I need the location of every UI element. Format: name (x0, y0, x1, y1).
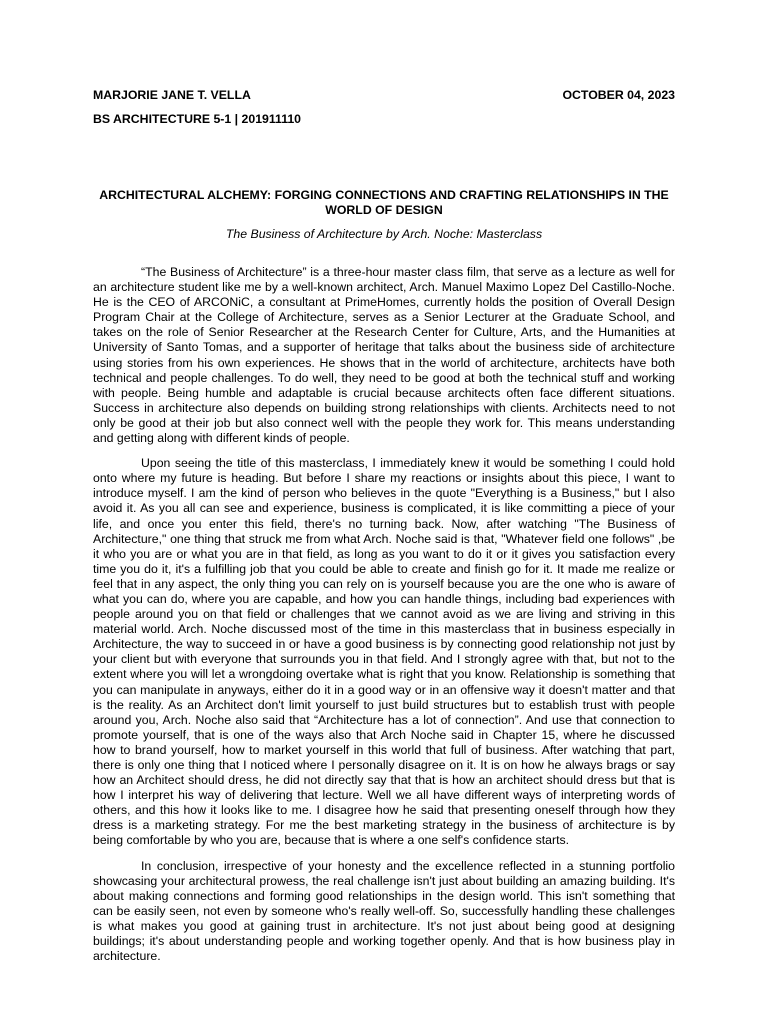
document-body (93, 265, 675, 964)
header-row-author (93, 88, 675, 102)
header-row-program (93, 112, 675, 126)
document-subtitle: The Business of Architecture by Arch. Noche: Masterclass (225, 227, 543, 241)
author-name: MARJORIE JANE T. VELLA (93, 88, 251, 102)
paragraph-reaction: Upon seeing the title of this masterclass, I immediately knew it would be something I could hold onto where my future is heading. But before I share my reactions or insights about this piece, I want to introduce myself. I am the kind of person who believes in the quote "Everything is a Business," but I also avoid it. As you all can see and experience, business is complicated, it is like committing a piece of your life, and once you enter this field, there's no turning back. Now, after watching "The Business of Architecture," one thing that struck me from what Arch. Noche said is that, "Whatever field one follows" ,be it who you are or what you are in that field, as long as you want to do it or it gives you satisfaction every time you do it, it's a fulfilling job that you could be able to create and finish go for it. It made me realize or feel that in any aspect, the only thing you can rely on is yourself because you are the one who is aware of what you can do, where you are capable, and how you can handle things, including bad experiences with people around you on that field or challenges that we cannot avoid as we are living and striving in this material world. Arch. Noche discussed most of the time in this masterclass that in business especially in Architecture, the way to succeed in or have a good business is by connecting good relationship not just by your client but with everyone that surrounds you in that field. And I strongly agree with that, but not to the extent where you will let a wrongdoing overtake what is right that you know. Relationship is something that you can manipulate in anyways, either do it in a good way or in an offensive way it doesn't matter and that is the reality. As an Architect don't limit yourself to just build structures but to establish trust with people around you, Arch. Noche also said that “Architecture has a lot of connection”. And use that connection to promote yourself, that is one of the ways also that Arch Noche said in Chapter 15, where he discussed how to brand yourself, how to market yourself in this world that full of business. After watching that part, there is only one thing that I noticed where I personally disagree on it. It is on how he always brags or say how an Architect should dress, he did not directly say that that is how an architect should dress but that is how I interpret his way of delivering that lecture. Well we all have different ways of interpreting words of others, and this how it looks like to me. I disagree how he said that presenting oneself through how they dress is a marketing strategy. For me the best marketing strategy in the business of architecture is by being comfortable by who you are, because that is where a one self's confidence starts. (93, 456, 675, 848)
paragraph-introduction: “The Business of Architecture” is a three-hour master class film, that serve as a lecture as well for an architecture student like me by a well-known architect, Arch. Manuel Maximo Lopez Del Castillo-Noche. He is the CEO of ARCONiC, a consultant at PrimeHomes, currently holds the position of Overall Design Program Chair at the College of Architecture, serves as a Senior Lecturer at the Graduate School, and takes on the role of Senior Researcher at the Research Center for Culture, Arts, and the Humanities at University of Santo Tomas, and a supporter of heritage that talks about the business side of architecture using stories from his own experiences. He shows that in the world of architecture, architects have both technical and people challenges. To do well, they need to be good at both the technical stuff and working with people. Being humble and adaptable is crucial because architects often face different situations. Success in architecture also depends on building strong relationships with clients. Architects need to not only be good at their job but also connect well with the people they work for. This means understanding and getting along with different kinds of people. (93, 265, 675, 446)
paragraph-conclusion: In conclusion, irrespective of your honesty and the excellence reflected in a stunning portfolio showcasing your architectural prowess, the real challenge isn't just about building an amazing building. It's about making connections and forming good relationships in the design world. This isn't something that can be easily seen, not even by someone who's really well-off. So, successfully handling these challenges is what makes you good at gaining trust in architecture. It's not just about being good at designing buildings; it's about understanding people and working together openly. And that is how business play in architecture. (93, 858, 675, 964)
document-title: ARCHITECTURAL ALCHEMY: FORGING CONNECTIONS AND CRAFTING RELATIONSHIPS IN THE WORLD OF DESIGN (99, 188, 669, 217)
document-date: OCTOBER 04, 2023 (562, 88, 675, 102)
program-section-id: BS ARCHITECTURE 5-1 | 201911110 (93, 112, 302, 126)
